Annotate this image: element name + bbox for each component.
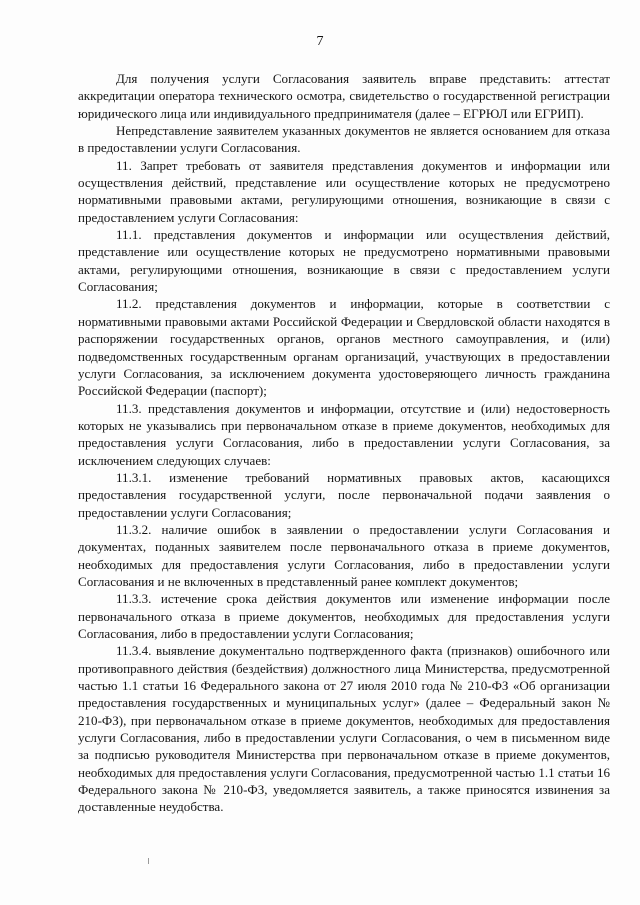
paragraph-11-3-1: 11.3.1. изменение требований нормативных правовых актов, касающихся предоставления государственной услуги, после первоначальной подачи заявления о предоставлении услуги Согласования; — [78, 469, 610, 520]
paragraph-11-2: 11.2. представления документов и информации, которые в соответствии с нормативными правовыми актами Российской Федерации и Свердловской области находятся в распоряжении государственных органов, органов местного самоуправления, и (или) подведомственных государственным органам организаций, участвующих в предоставлении услуги Согласования, за исключением документа удостоверяющего личность гражданина Российской Федерации (паспорт); — [78, 296, 610, 399]
paragraph-11-3: 11.3. представления документов и информации, отсутствие и (или) недостоверность которых не указывались при первоначальном отказе в приеме документов, необходимых для предоставления услуги Согласования, либо в предоставлении услуги Согласования, за исключением следующих случаев: — [78, 400, 610, 468]
paragraph-11-3-4: 11.3.4. выявление документально подтвержденного факта (признаков) ошибочного или противоправного действия (бездействия) должностного лица Министерства, предусмотренной частью 1.1 статьи 16 Федерального закона от 27 июля 2010 года № 210-ФЗ «Об организации предоставления государственных и муниципальных услуг» (далее – Федеральный закон № 210-ФЗ), при первоначальном отказе в приеме документов, необходимых для предоставления услуги Согласования, либо в предоставлении услуги Согласования, о чем в письменном виде за подписью руководителя Министерства при первоначальном отказе в приеме документов, необходимых для предоставления услуги Согласования, предусмотренной частью 1.1 статьи 16 Федерального закона № 210-ФЗ, уведомляется заявитель, а также приносятся извинения за доставленные неудобства. — [78, 643, 610, 815]
paragraph-non-submission: Непредставление заявителем указанных документов не является основанием для отказа в предоставлении услуги Согласования. — [78, 123, 610, 156]
paragraph-11: 11. Запрет требовать от заявителя представления документов и информации или осуществления действий, представление или осуществление которых не предусмотрено нормативными правовыми актами, регулирующими отношения, возникающие в связи с предоставлением услуги Согласования: — [78, 157, 610, 225]
document-body — [78, 70, 610, 816]
paragraph-11-1: 11.1. представления документов и информации или осуществления действий, представление или осуществление которых не предусмотрено нормативными правовыми актами, регулирующими отношения, возникающие в связи с предоставлением услуги Согласования; — [78, 227, 610, 295]
paragraph-additional-documents: Для получения услуги Согласования заявитель вправе представить: аттестат аккредитации оператора технического осмотра, свидетельство о государственной регистрации юридического лица или индивидуального предпринимателя (далее – ЕГРЮЛ или ЕГРИП). — [78, 71, 610, 121]
paragraph-11-3-2: 11.3.2. наличие ошибок в заявлении о предоставлении услуги Согласования и документах, поданных заявителем после первоначального отказа в приеме документов, необходимых для предоставления услуги Согласования, либо в предоставлении услуги Согласования и не включенных в представленный ранее комплект документов; — [78, 521, 610, 589]
paragraph-11-3-3: 11.3.3. истечение срока действия документов или изменение информации после первоначального отказа в приеме документов, необходимых для предоставления услуги Согласования, либо в предоставлении услуги Согласования; — [78, 591, 610, 641]
scan-mark — [148, 858, 149, 864]
page-number: 7 — [316, 34, 324, 49]
